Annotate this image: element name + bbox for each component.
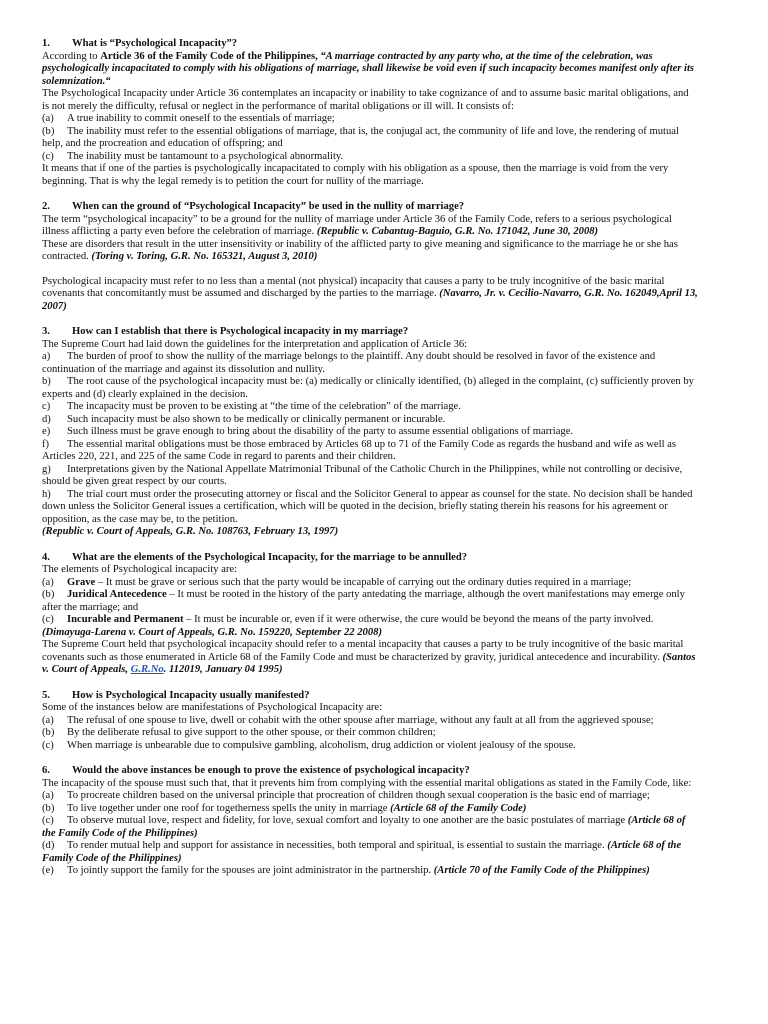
list-item xyxy=(42,715,698,728)
list-text: – It must be grave or serious such that the party would be incapable of carrying out the ordinary duties required in a marriage; xyxy=(95,576,632,588)
q1-conclusion: It means that if one of the parties is psychologically incapacitated to comply with his obligation as a spouse, then the marriage is void from the very beginning. That is why the legal remedy is to petition the court for nullity of the marriage. xyxy=(42,163,669,187)
list-text: The refusal of one spouse to live, dwell or cohabit with the other spouse after marriage, without any fault at all from the aggrieved spouse; xyxy=(67,714,654,726)
list-item xyxy=(42,840,698,865)
element-term: Juridical Antecedence xyxy=(67,589,167,600)
list-marker: f) xyxy=(42,438,50,450)
list-marker: g) xyxy=(42,463,51,475)
list-text: The root cause of the psychological incapacity must be: (a) medically or clinically identified, (b) alleged in the complaint, (c) sufficiently proven by experts and (d) clearly explained in the decision. xyxy=(42,376,694,400)
list-marker: (b) xyxy=(42,589,55,600)
list-item xyxy=(42,865,698,878)
list-item xyxy=(42,113,698,126)
case-citation: (Navarro, Jr. v. Cecilio-Navarro, G.R. No. 162049,April 13, 2007) xyxy=(42,288,698,312)
q5-intro: Some of the instances below are manifestations of Psychological Incapacity are: xyxy=(42,702,383,713)
list-marker: (b) xyxy=(42,125,55,137)
text: Psychological incapacity must refer to no less than a mental (not physical) incapacity that causes a party to be truly incognitive of the basic marital covenants that concomitantly must be assumed and discharged by the parties to the marriage. xyxy=(42,275,665,299)
list-marker: (c) xyxy=(42,815,54,826)
list-marker: (e) xyxy=(42,865,54,876)
list-item xyxy=(42,727,698,740)
question-3-heading xyxy=(42,326,698,339)
list-marker: h) xyxy=(42,488,51,500)
list-item xyxy=(42,439,698,464)
list-text: – It must be incurable or, even if it were otherwise, the cure would be beyond the means of the party involved. xyxy=(183,614,654,625)
list-text: The trial court must order the prosecuting attorney or fiscal and the Solicitor General to appear as counsel for the state. No decision shall be handed down unless the Solicitor General issues a certification, which will be quoted in the decision, briefly stating therein his reasons for his agreement or opposition, as the case may be, to the petition. xyxy=(42,488,693,525)
case-citation: (Dimayuga-Larena v. Court of Appeals, G.R. No. 159220, September 22 2008) xyxy=(42,626,382,638)
list-item xyxy=(42,489,698,527)
case-citation: (Republic v. Court of Appeals, G.R. No. 108763, February 13, 1997) xyxy=(42,526,339,537)
list-marker: (c) xyxy=(42,150,54,162)
text: The Supreme Court held that psychological incapacity should refer to a mental incapacity that causes a party to be truly incognitive of the basic marital covenants such as those enumerated in Article 68 of the Family Code and must be characterized by gravity, juridical antecedence and incurability. xyxy=(42,639,684,663)
q6-intro: The incapacity of the spouse must such that, that it prevents him from complying with the essential marital obligations as stated in the Family Code, like: xyxy=(42,777,692,789)
question-number: 2. xyxy=(42,201,50,212)
list-marker: c) xyxy=(42,401,51,412)
q4-intro: The elements of Psychological incapacity are: xyxy=(42,564,238,575)
list-text: By the deliberate refusal to give support to the other spouse, or their common children; xyxy=(67,727,436,738)
list-text: To observe mutual love, respect and fidelity, for love, sexual comfort and loyalty to one another are the basic postulates of marriage xyxy=(67,815,628,826)
list-marker: (a) xyxy=(42,714,54,726)
list-item xyxy=(42,126,698,151)
list-item xyxy=(42,151,698,164)
list-marker: (a) xyxy=(42,576,54,588)
question-5-heading xyxy=(42,690,698,703)
element-term: Grave xyxy=(67,576,96,588)
question-title: How can I establish that there is Psychological incapacity in my marriage? xyxy=(72,326,409,337)
question-title: When can the ground of “Psychological Incapacity” be used in the nullity of marriage? xyxy=(72,201,465,212)
case-citation: (Republic v. Cabantug-Baguio, G.R. No. 171042, June 30, 2008) xyxy=(316,226,599,237)
question-number: 1. xyxy=(42,38,50,49)
list-text: – It must be rooted in the history of the party antedating the marriage, although the overt manifestations may emerge only after the marriage; and xyxy=(42,589,685,613)
list-text: To live together under one roof for togetherness spells the unity in marriage xyxy=(67,802,391,814)
list-item xyxy=(42,815,698,840)
list-item xyxy=(42,464,698,489)
question-title: What is “Psychological Incapacity”? xyxy=(72,38,238,49)
text: The term “psychological incapacity” to be a ground for the nullity of marriage under Article 36 of the Family Code, refers to a serious psychological illness afflicting a party even before the celebration of marriage. xyxy=(42,213,672,237)
list-marker: e) xyxy=(42,426,51,437)
question-title: Would the above instances be enough to prove the existence of psychological incapacity? xyxy=(72,765,470,776)
list-text: Interpretations given by the National Appellate Matrimonial Tribunal of the Catholic Church in the Philippines, while not controlling or decisive, should be given great respect by our courts. xyxy=(42,463,683,487)
list-item xyxy=(42,803,698,816)
list-item xyxy=(42,577,698,590)
list-text: The burden of proof to show the nullity of the marriage belongs to the plaintiff. Any doubt should be resolved in favor of the existence and continuation of the marriage and against its dissolution and nullity. xyxy=(42,351,656,375)
gr-number-link[interactable]: G.R.No xyxy=(130,664,164,675)
q2-paragraph xyxy=(42,276,698,314)
list-marker: (a) xyxy=(42,113,54,124)
question-4-heading xyxy=(42,552,698,565)
list-item xyxy=(42,614,698,639)
q1-intro xyxy=(42,51,698,89)
list-item xyxy=(42,401,698,414)
list-marker: (b) xyxy=(42,802,55,814)
question-title: What are the elements of the Psychological Incapacity, for the marriage to be annulled? xyxy=(72,551,468,563)
question-1-heading xyxy=(42,38,698,51)
list-marker: (b) xyxy=(42,727,55,738)
list-text: The inability must refer to the essential obligations of marriage, that is, the conjugal act, the community of life and love, the rendering of mutual help, and the procreation and education of offspring; and xyxy=(42,125,679,149)
list-item xyxy=(42,426,698,439)
question-2-heading xyxy=(42,201,698,214)
article-citation: (Article 70 of the Family Code of the Philippines) xyxy=(433,865,650,876)
list-text: To jointly support the family for the spouses are joint administrator in the partnership. xyxy=(67,865,434,876)
list-item xyxy=(42,351,698,376)
list-text: To render mutual help and support for assistance in necessities, both temporal and spiritual, is essential to sustain the marriage. xyxy=(67,840,608,851)
list-item xyxy=(42,414,698,427)
question-number: 4. xyxy=(42,551,50,563)
list-marker: d) xyxy=(42,413,51,425)
list-text: The incapacity must be proven to be existing at “the time of the celebration” of the marriage. xyxy=(67,401,461,412)
list-marker: b) xyxy=(42,376,51,387)
question-6-heading xyxy=(42,765,698,778)
question-number: 6. xyxy=(42,765,50,776)
list-marker: (c) xyxy=(42,739,54,751)
case-citation: . 112019, January 04 1995) xyxy=(163,664,283,675)
article-citation: (Article 68 of the Family Code of the Philippines) xyxy=(42,815,686,839)
list-item xyxy=(42,376,698,401)
element-term: Incurable and Permanent xyxy=(67,614,184,625)
question-number: 5. xyxy=(42,689,50,701)
list-text: Such incapacity must be also shown to be medically or clinically permanent or incurable. xyxy=(67,413,446,425)
question-title: How is Psychological Incapacity usually manifested? xyxy=(72,689,310,701)
text: According to xyxy=(42,50,101,62)
list-text: When marriage is unbearable due to compulsive gambling, alcoholism, drug addiction or violent jealousy of the spouse. xyxy=(67,739,576,751)
list-text: The inability must be tantamount to a psychological abnormality. xyxy=(67,150,344,162)
list-item xyxy=(42,589,698,614)
list-item xyxy=(42,790,698,803)
article-reference: Article 36 of the Family Code of the Philippines xyxy=(100,50,316,62)
text: , xyxy=(315,50,321,62)
article-citation: (Article 68 of the Family Code) xyxy=(390,802,527,814)
article-citation: (Article 68 of the Family Code of the Philippines) xyxy=(42,840,682,864)
case-citation: (Santos v. Court of Appeals, xyxy=(42,651,696,675)
q1-paragraph: The Psychological Incapacity under Article 36 contemplates an incapacity or inability to take cognizance of and to assume basic marital obligations, and is not merely the difficulty, refusal or neglect in the performance of marital obligations or ill will. It consists of: xyxy=(42,88,689,112)
text: These are disorders that result in the utter insensitivity or inability of the afflicted party to give meaning and significance to the marriage he or she has contracted. xyxy=(42,238,678,262)
q4-paragraph xyxy=(42,639,698,677)
spacer xyxy=(42,264,698,276)
question-number: 3. xyxy=(42,326,50,337)
list-text: To procreate children based on the universal principle that procreation of children though sexual cooperation is the basic end of marriage; xyxy=(67,790,650,801)
list-marker: a) xyxy=(42,351,51,362)
case-citation: (Toring v. Toring, G.R. No. 165321, August 3, 2010) xyxy=(91,251,318,262)
list-marker: (c) xyxy=(42,614,54,625)
article-quote: “A marriage contracted by any party who, at the time of the celebration, was psychologically incapacitated to comply with his obligations of marriage, shall likewise be void even if such incapacity becomes manifest only after its solemnization.“ xyxy=(42,50,695,87)
q2-paragraph xyxy=(42,214,698,239)
list-text: Such illness must be grave enough to bring about the disability of the party to assume essential obligations of marriage. xyxy=(67,426,574,437)
list-text: A true inability to commit oneself to the essentials of marriage; xyxy=(67,113,335,124)
list-marker: (a) xyxy=(42,790,54,801)
list-text: The essential marital obligations must be those embraced by Articles 68 up to 71 of the Family Code as regards the husband and wife as well as Articles 220, 221, and 225 of the same Code in regard to parents and their children. xyxy=(42,438,676,462)
list-marker: (d) xyxy=(42,840,55,851)
list-item xyxy=(42,740,698,753)
q2-paragraph xyxy=(42,239,698,264)
q3-intro: The Supreme Court had laid down the guidelines for the interpretation and application of Article 36: xyxy=(42,338,468,350)
